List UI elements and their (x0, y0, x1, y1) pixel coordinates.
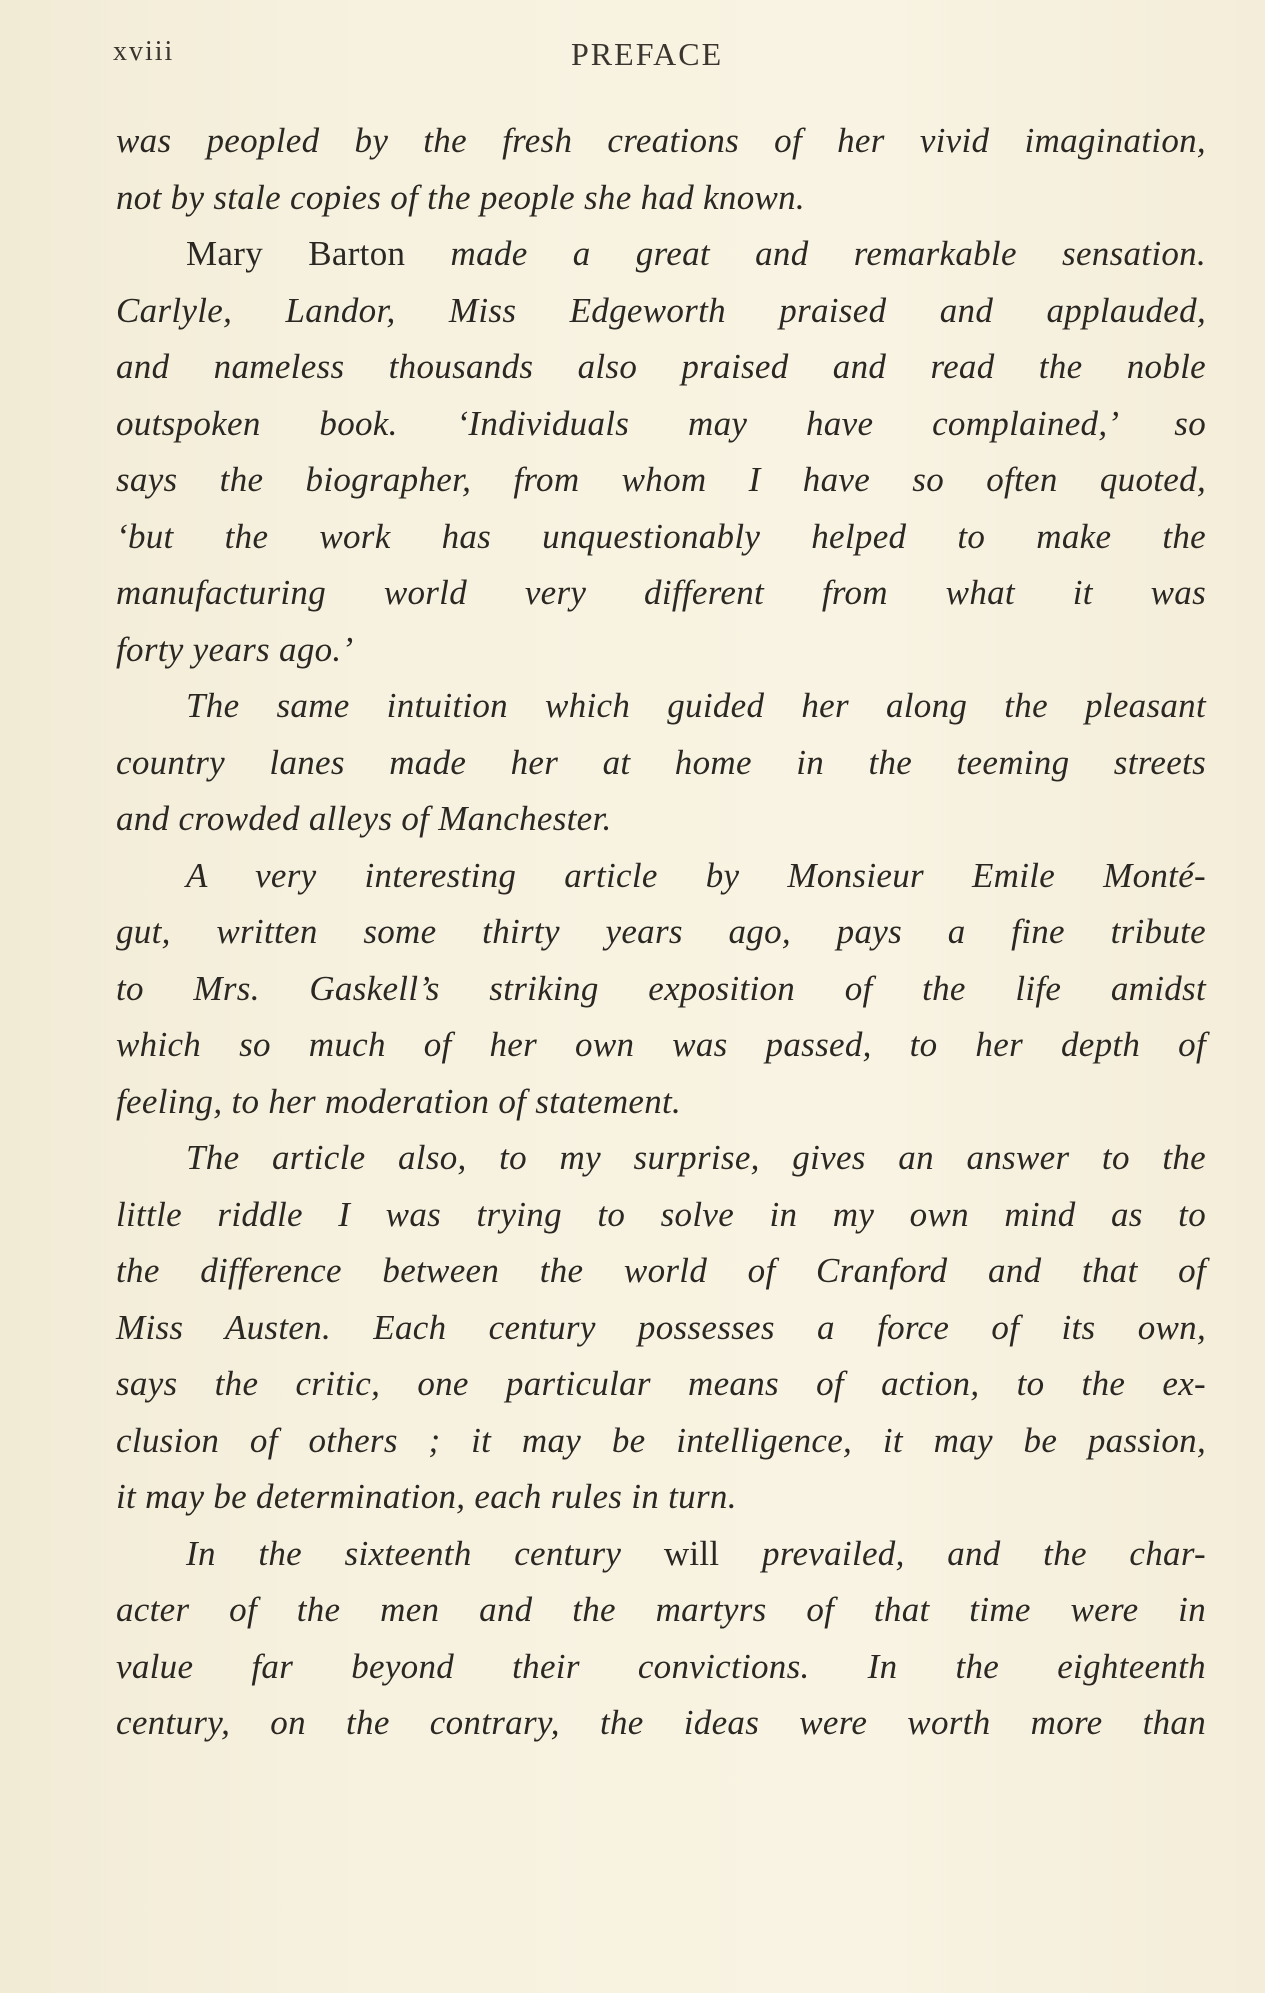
text-span: prevailed, and the char- (719, 1533, 1207, 1573)
text-line: the difference between the world of Cranford and that of (116, 1251, 1206, 1290)
page-header (113, 36, 1203, 76)
text-line (116, 1526, 1206, 1583)
text-line: Carlyle, Landor, Miss Edgeworth praised and applauded, (116, 290, 1206, 330)
text-line: which so much of her own was passed, to her depth of (116, 1025, 1206, 1064)
text-line: clusion of others ; it may be intelligence, it may be passion, (116, 1420, 1206, 1460)
text-line: outspoken book. ‘Individuals may have complained,’ so (116, 403, 1206, 443)
text-span-roman: will (663, 1533, 720, 1573)
body-text (116, 113, 1206, 1752)
text-line: it may be determination, each rules in turn. (116, 1477, 737, 1516)
text-line: manufacturing world very different from what it was (116, 573, 1206, 612)
text-line: century, on the contrary, the ideas were worth more than (116, 1703, 1206, 1742)
page-number: xviii (113, 36, 175, 67)
text-line: ‘but the work has unquestionably helped to make the (116, 516, 1206, 556)
text-line: to Mrs. Gaskell’s striking exposition of the life amidst (116, 968, 1206, 1008)
text-line: little riddle I was trying to solve in my own mind as to (116, 1194, 1206, 1234)
book-title-roman: Mary Barton (186, 234, 406, 273)
text-line: The same intuition which guided her along the pleasant (186, 686, 1206, 725)
text-line: says the biographer, from whom I have so often quoted, (116, 460, 1206, 499)
text-line: The article also, to my surprise, gives an answer to the (186, 1138, 1206, 1177)
text-line: was peopled by the fresh creations of her vivid imagination, (116, 121, 1206, 160)
text-line: and nameless thousands also praised and read the noble (116, 347, 1206, 386)
text-line: says the critic, one particular means of action, to the ex- (116, 1364, 1206, 1403)
text-line: country lanes made her at home in the teeming streets (116, 742, 1206, 782)
text-line: feeling, to her moderation of statement. (116, 1081, 682, 1121)
text-span: made a great and remarkable sensation. (405, 234, 1206, 273)
text-line: value far beyond their convictions. In the eighteenth (116, 1646, 1206, 1686)
text-line: not by stale copies of the people she had known. (116, 177, 805, 217)
text-line: Miss Austen. Each century possesses a force of its own, (116, 1307, 1206, 1347)
text-span: In the sixteenth century (186, 1533, 664, 1573)
text-line: acter of the men and the martyrs of that time were in (116, 1590, 1206, 1629)
text-line: A very interesting article by Monsieur Emile Monté- (186, 855, 1206, 895)
text-line: and crowded alleys of Manchester. (116, 799, 612, 838)
text-line: gut, written some thirty years ago, pays a fine tribute (116, 912, 1206, 951)
text-line: forty years ago.’ (116, 629, 354, 669)
running-head: PREFACE (571, 36, 724, 72)
text-line (116, 226, 1206, 283)
